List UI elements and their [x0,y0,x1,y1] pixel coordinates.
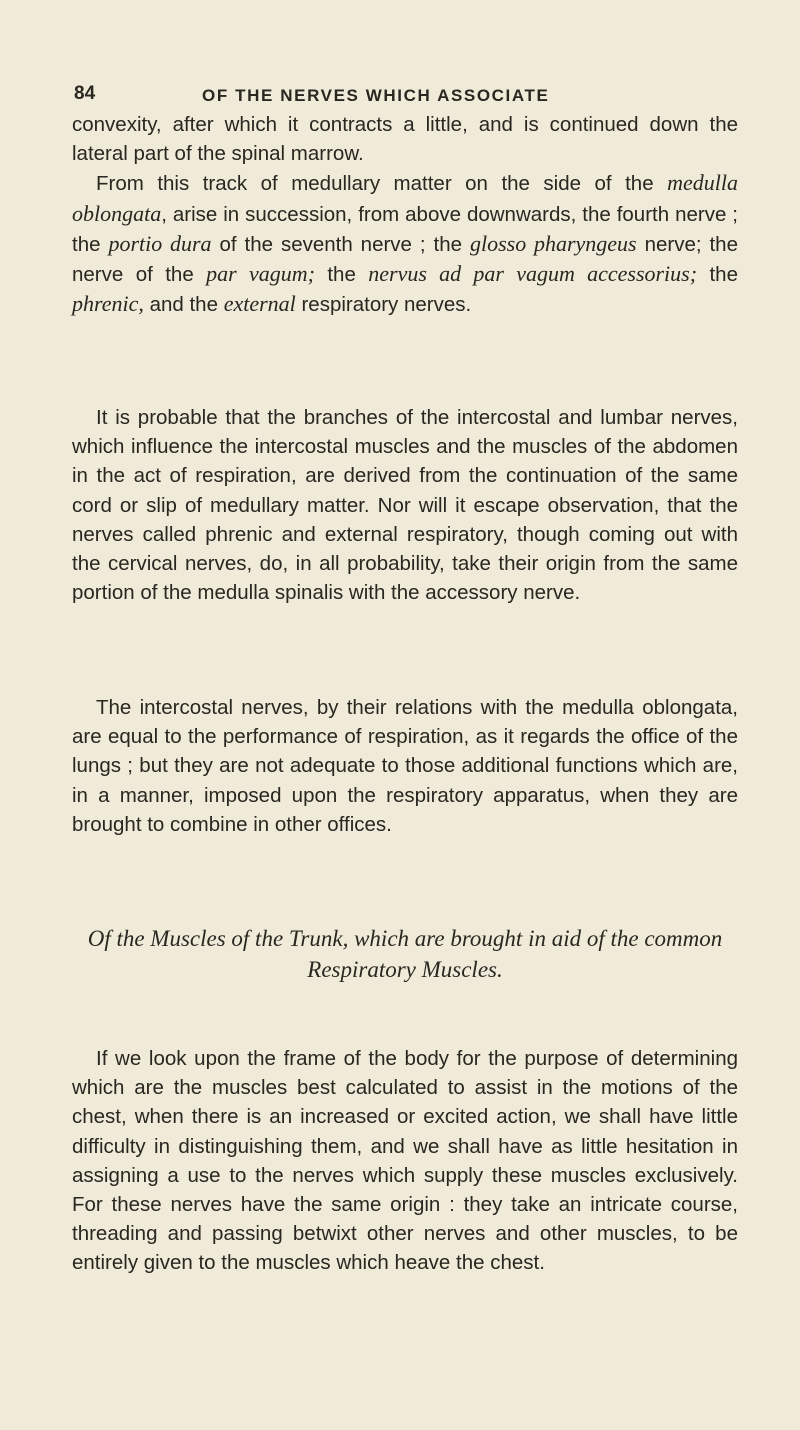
term-nervus-ad-par-vagum: nervus ad par vagum accessorius; [368,261,698,287]
paragraph-3: The intercostal nerves, by their relations with the medulla oblongata, are equal to the performance of respiration, as it regards the office of the lungs ; but they are not adequate to those additional functions which are, in a manner, imposed upon the respiratory apparatus, when they are brought to combine in other offices. [72,696,738,836]
paragraph-1: convexity, after which it contracts a little, and is continued down the lateral part of the spinal marrow. From this track of medullary matter on the side of the medulla oblongata, arise in succession, from above downwards, the fourth nerve ; the portio dura of the seventh nerve ; the glosso pharyngeus nerve; the nerve of the par vagum; the nervus ad par vagum accessorius; the phrenic, and the external respiratory nerves. [72,113,738,317]
term-portio-dura: portio dura [108,230,212,256]
section-heading: Of the Muscles of the Trunk, which are brought in aid of the common Respiratory Muscles. [87,926,723,982]
term-phrenic: phrenic, [72,291,144,317]
term-medulla-oblongata: medulla oblongata [72,170,738,226]
term-par-vagum: par vagum; [206,261,315,287]
paragraph-2: It is probable that the branches of the intercostal and lumbar nerves, which influence the intercostal muscles and the muscles of the abdomen in the act of respiration, are derived from the continuation of the same cord or slip of medullary matter. Nor will it escape observation, that the nerves called phrenic and external respiratory, though coming out with the cervical nerves, do, in all probability, take their origin from the same portion of the medulla spinalis with the accessory nerve. [72,406,738,605]
running-head [74,83,734,113]
paragraph-4: If we look upon the frame of the body for the purpose of determining which are the muscles best calculated to assist in the motions of the chest, when there is an increased or excited action, we shall have little difficulty in distinguishing them, and we shall have as little hesitation in assigning a use to the nerves which supply these muscles exclusively. For these nerves have the same origin : they take an intricate course, threading and passing betwixt other nerves and other muscles, to be entirely given to the muscles which heave the chest. [72,1047,738,1275]
running-head-title: OF THE NERVES WHICH ASSOCIATE [202,86,550,105]
term-glosso-pharyngeus: glosso pharyngeus [469,230,637,256]
term-external: external [223,291,296,317]
page-number: 84 [74,83,96,104]
paragraph-1-continuation: convexity, after which it contracts a little, and is continued down the lateral part of the spinal marrow. [72,113,738,166]
